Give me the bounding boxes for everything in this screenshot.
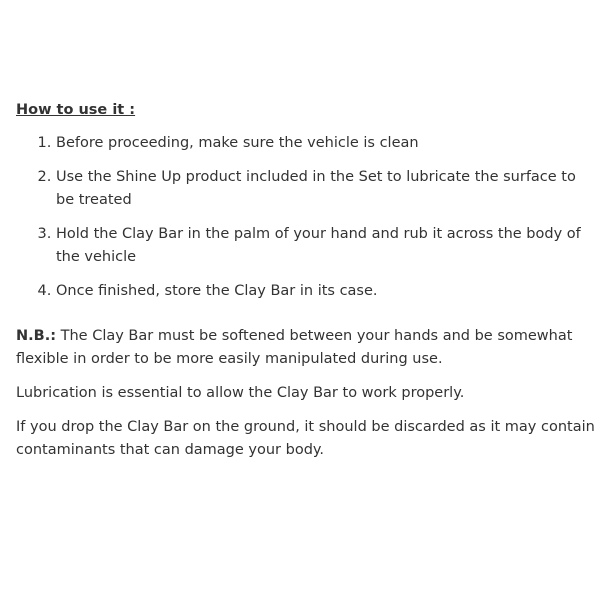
paragraph-drop-warning: If you drop the Clay Bar on the ground, it should be discarded as it may contain contaminants that can damage your body. bbox=[16, 419, 595, 458]
note-paragraph bbox=[16, 325, 596, 371]
steps-list bbox=[16, 132, 596, 303]
step-item: 2. Use the Shine Up product included in the Set to lubricate the surface to be treated bbox=[56, 166, 596, 212]
note-text: The Clay Bar must be softened between your hands and be somewhat flexible in order to be more easily manipulated during use. bbox=[16, 328, 573, 367]
paragraph-lubrication: Lubrication is essential to allow the Clay Bar to work properly. bbox=[16, 385, 465, 401]
instructions-content bbox=[16, 99, 596, 473]
note-label: N.B.: bbox=[16, 328, 57, 344]
step-item: 4. Once finished, store the Clay Bar in its case. bbox=[56, 280, 596, 303]
step-item: 3. Hold the Clay Bar in the palm of your hand and rub it across the body of the vehicle bbox=[56, 223, 596, 269]
section-heading: How to use it : bbox=[16, 102, 136, 118]
step-item: 1. Before proceeding, make sure the vehicle is clean bbox=[56, 132, 596, 155]
steps-list-wrapper bbox=[16, 132, 596, 303]
